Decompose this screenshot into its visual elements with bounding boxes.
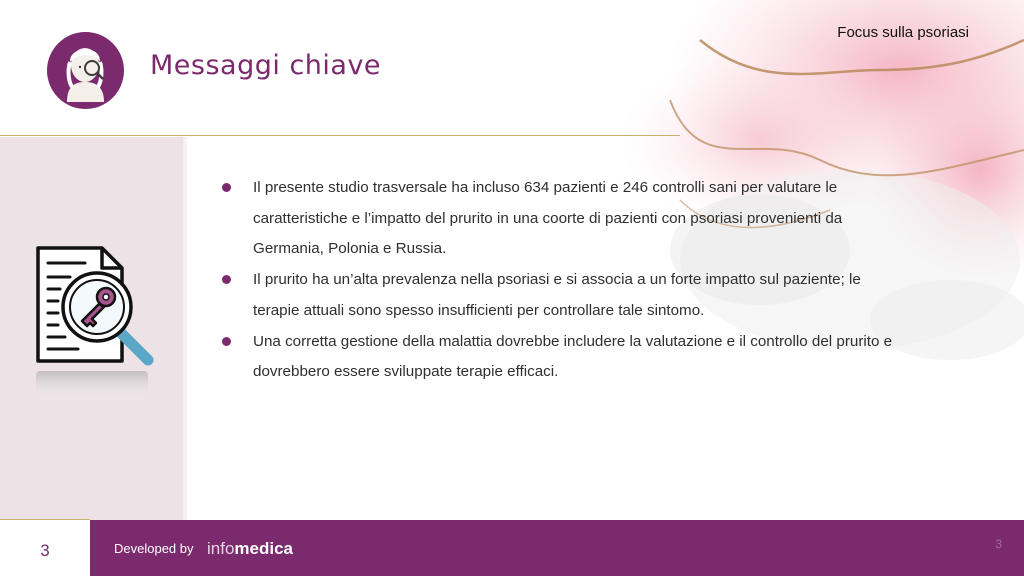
page-number: 3 xyxy=(40,541,50,560)
bullet-text: Una corretta gestione della malattia dovrebbe includere la valutazione e il controllo del prurito e dovrebbero essere sviluppate terapie efficaci. xyxy=(253,332,893,381)
page-title: Messaggi chiave xyxy=(150,50,382,81)
list-item xyxy=(220,173,900,265)
avatar-magnifier-icon xyxy=(47,32,124,109)
section-label: Focus sulla psoriasi xyxy=(837,24,969,41)
bullet-text: Il prurito ha un’alta prevalenza nella psoriasi e si associa a un forte impatto sul paziente; le terapie attuali sono spesso insufficienti per controllare tale sintomo. xyxy=(253,271,861,319)
list-item xyxy=(220,327,900,388)
bullet-dot-icon xyxy=(222,337,231,346)
brand-logo xyxy=(207,539,293,559)
document-key-magnifier-icon xyxy=(30,243,160,408)
panel-edge xyxy=(183,137,187,520)
bullet-dot-icon xyxy=(222,275,231,284)
header-divider xyxy=(0,135,680,136)
footer-slide-number: 3 xyxy=(995,537,1002,551)
brand-prefix: info xyxy=(207,539,235,558)
bullet-dot-icon xyxy=(222,183,231,192)
avatar xyxy=(47,32,124,109)
developed-by-label: Developed by xyxy=(114,541,194,556)
bullet-text: Il presente studio trasversale ha incluso 634 pazienti e 246 controlli sani per valutare le caratteristiche e l’impatto del prurito in una coorte di pazienti con psoriasi provenienti da Germania, Polonia e Russia. xyxy=(253,179,843,258)
key-messages-list xyxy=(220,173,900,388)
list-item xyxy=(220,265,900,326)
brand-suffix: medica xyxy=(234,539,294,558)
